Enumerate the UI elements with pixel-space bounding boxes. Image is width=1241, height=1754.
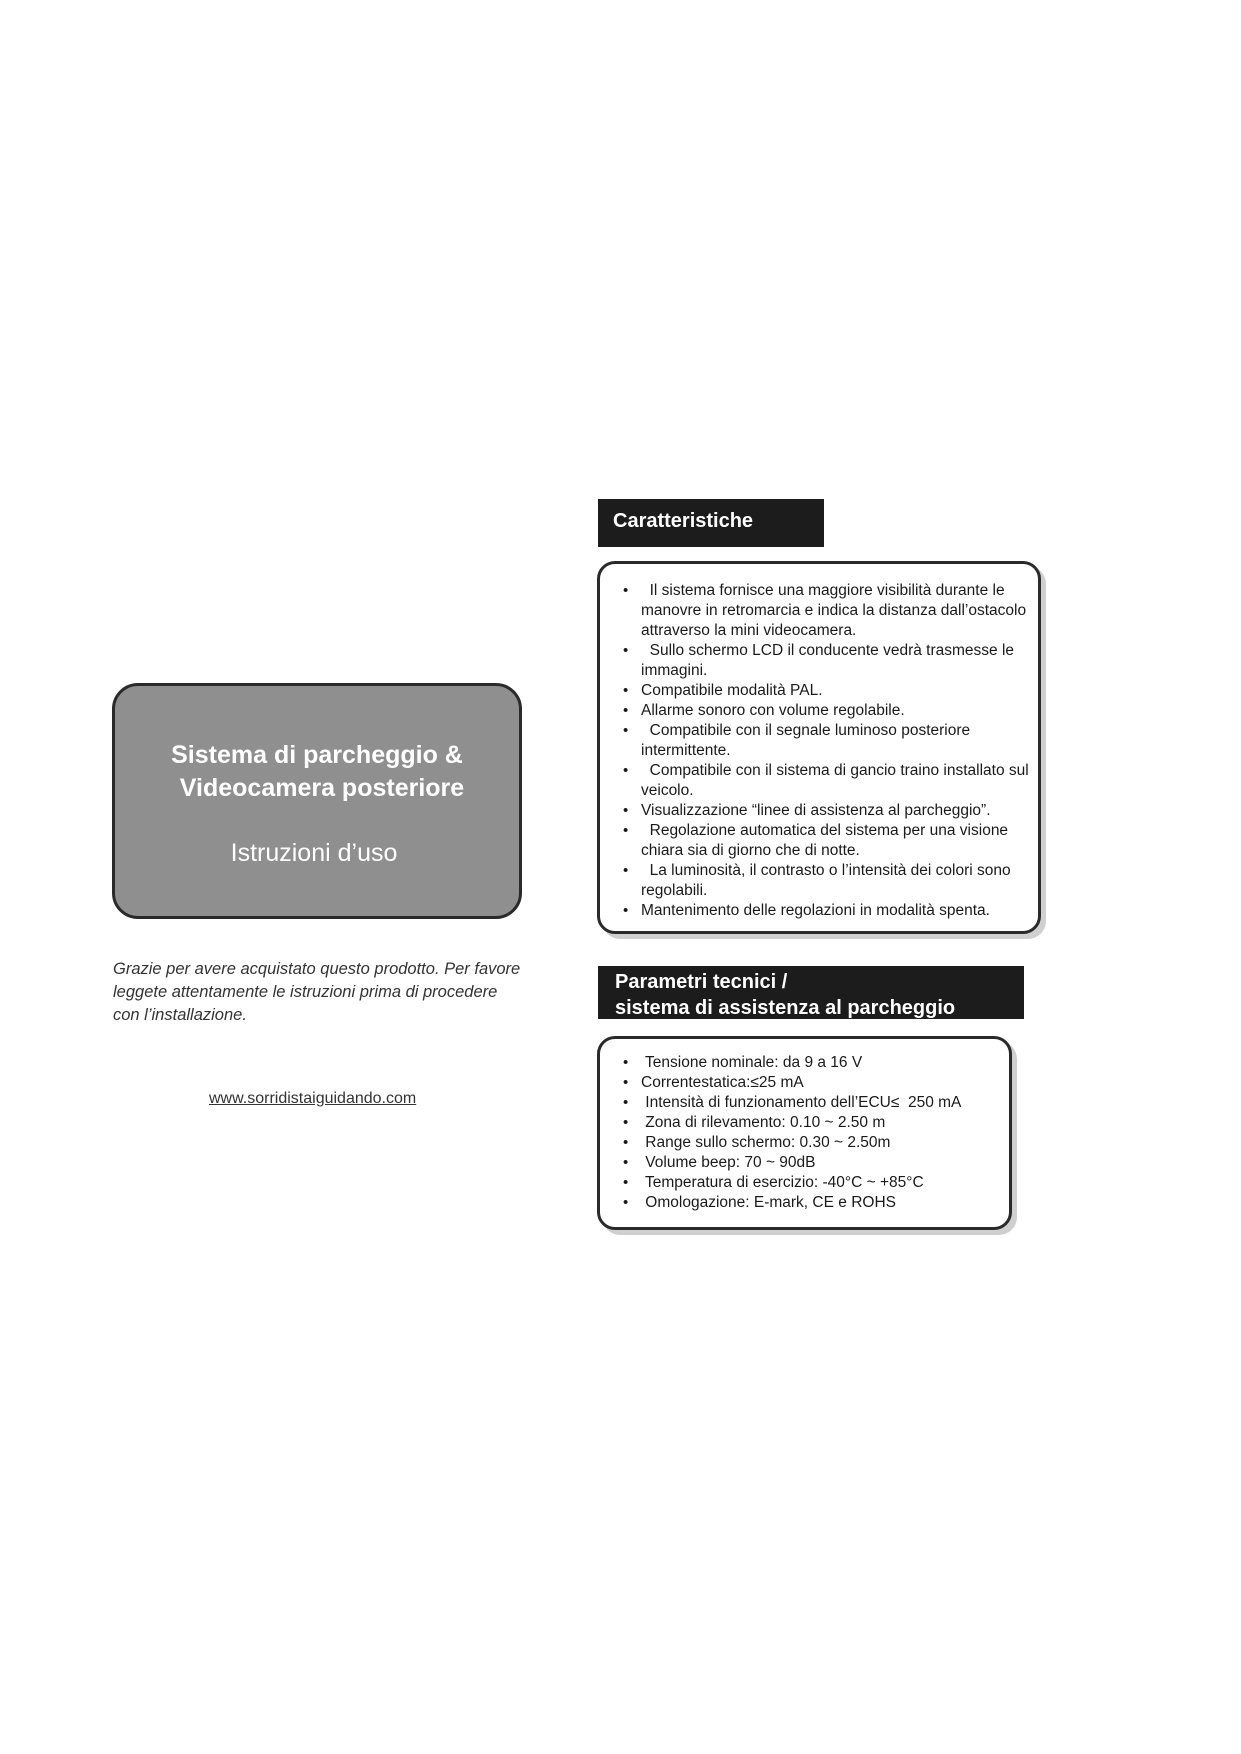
bullet-icon: • bbox=[623, 1054, 629, 1071]
cover-title-line2: Videocamera posteriore bbox=[179, 774, 465, 802]
list-item bbox=[623, 1053, 1013, 1073]
spec-text: Correntestatica:≤25 mA bbox=[641, 1074, 804, 1091]
list-item bbox=[623, 1073, 1013, 1093]
bullet-icon: • bbox=[623, 582, 629, 599]
bullet-icon: • bbox=[623, 762, 629, 779]
feature-text: Sullo schermo LCD il conducente vedrà trasmesse le immagini. bbox=[641, 642, 1019, 679]
cover-card bbox=[112, 683, 522, 919]
bullet-icon: • bbox=[623, 1074, 629, 1091]
list-item bbox=[623, 681, 1043, 701]
list-item bbox=[623, 581, 1043, 641]
list-item bbox=[623, 1193, 1013, 1213]
list-item bbox=[623, 1133, 1013, 1153]
feature-text: Compatibile con il segnale luminoso posteriore intermittente. bbox=[641, 722, 975, 759]
website-link[interactable]: www.sorridistaiguidando.com bbox=[209, 1090, 417, 1107]
spec-text: Omologazione: E-mark, CE e ROHS bbox=[641, 1194, 896, 1211]
list-item bbox=[623, 761, 1043, 801]
feature-text: Visualizzazione “linee di assistenza al parcheggio”. bbox=[641, 802, 991, 819]
feature-text: Compatibile con il sistema di gancio traino installato sul veicolo. bbox=[641, 762, 1034, 799]
specs-heading bbox=[598, 966, 1024, 1019]
bullet-icon: • bbox=[623, 902, 629, 919]
spec-text: Volume beep: 70 ~ 90dB bbox=[641, 1154, 816, 1171]
specs-heading-line2: sistema di assistenza al parcheggio bbox=[615, 997, 956, 1019]
specs-panel bbox=[597, 1036, 1012, 1230]
list-item bbox=[623, 1153, 1013, 1173]
list-item bbox=[623, 1093, 1013, 1113]
cover-title-line1: Sistema di parcheggio & bbox=[171, 741, 463, 769]
features-list bbox=[623, 581, 1043, 921]
feature-text: Allarme sonoro con volume regolabile. bbox=[641, 702, 905, 719]
specs-list bbox=[623, 1053, 1013, 1213]
bullet-icon: • bbox=[623, 1174, 629, 1191]
list-item bbox=[623, 701, 1043, 721]
bullet-icon: • bbox=[623, 1154, 629, 1171]
list-item bbox=[623, 901, 1043, 921]
feature-text: Regolazione automatica del sistema per una visione chiara sia di giorno che di notte. bbox=[641, 822, 1013, 859]
bullet-icon: • bbox=[623, 702, 629, 719]
cover-subtitle: Istruzioni d’uso bbox=[230, 839, 398, 867]
bullet-icon: • bbox=[623, 1094, 629, 1111]
specs-heading-line1: Parametri tecnici / bbox=[615, 971, 788, 993]
feature-text: La luminosità, il contrasto o l’intensità dei colori sono regolabili. bbox=[641, 862, 1015, 899]
list-item bbox=[623, 721, 1043, 761]
bullet-icon: • bbox=[623, 682, 629, 699]
feature-text: Il sistema fornisce una maggiore visibilità durante le manovre in retromarcia e indica la distanza dall’ostacolo attraverso la mini videocamera. bbox=[641, 582, 1031, 639]
intro-text: Grazie per avere acquistato questo prodotto. Per favore leggete attentamente le istruzioni prima di procedere con l’installazione. bbox=[113, 960, 521, 1024]
features-heading: Caratteristiche bbox=[598, 499, 824, 547]
bullet-icon: • bbox=[623, 862, 629, 879]
feature-text: Compatibile modalità PAL. bbox=[641, 682, 823, 699]
list-item bbox=[623, 861, 1043, 901]
bullet-icon: • bbox=[623, 722, 629, 739]
bullet-icon: • bbox=[623, 1194, 629, 1211]
list-item bbox=[623, 821, 1043, 861]
bullet-icon: • bbox=[623, 642, 629, 659]
feature-text: Mantenimento delle regolazioni in modalità spenta. bbox=[641, 902, 990, 919]
features-panel bbox=[597, 561, 1041, 934]
spec-text: Intensità di funzionamento dell’ECU≤ 250 mA bbox=[641, 1094, 962, 1111]
spec-text: Temperatura di esercizio: -40°C ~ +85°C bbox=[641, 1174, 924, 1191]
bullet-icon: • bbox=[623, 802, 629, 819]
bullet-icon: • bbox=[623, 1134, 629, 1151]
bullet-icon: • bbox=[623, 822, 629, 839]
list-item bbox=[623, 641, 1043, 681]
list-item bbox=[623, 801, 1043, 821]
bullet-icon: • bbox=[623, 1114, 629, 1131]
spec-text: Zona di rilevamento: 0.10 ~ 2.50 m bbox=[641, 1114, 886, 1131]
list-item bbox=[623, 1173, 1013, 1193]
list-item bbox=[623, 1113, 1013, 1133]
spec-text: Range sullo schermo: 0.30 ~ 2.50m bbox=[641, 1134, 891, 1151]
spec-text: Tensione nominale: da 9 a 16 V bbox=[641, 1054, 863, 1071]
